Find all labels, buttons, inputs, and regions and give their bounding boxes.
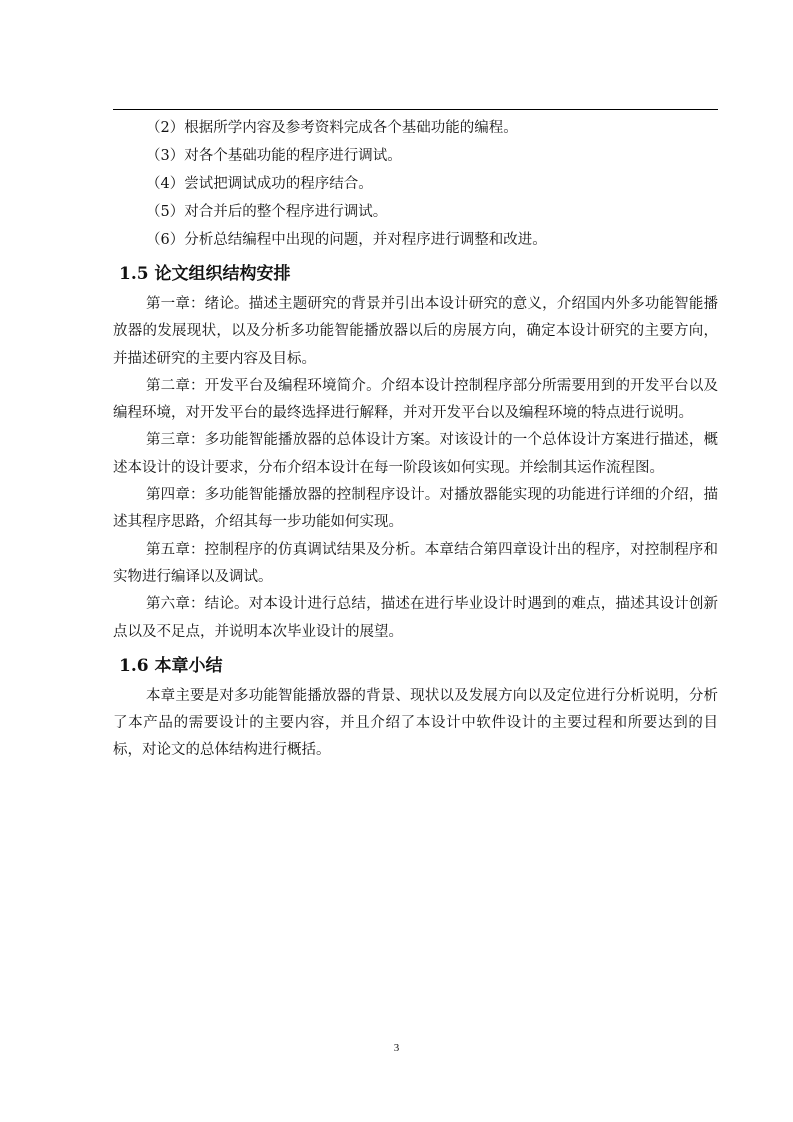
paragraph-chapter-2: 第二章：开发平台及编程环境简介。介绍本设计控制程序部分所需要用到的开发平台以及编程环境，对开发平台的最终选择进行解释，并对开发平台以及编程环境的特点进行说明。 [113, 377, 718, 422]
list-item: （2）根据所学内容及参考资料完成各个基础功能的编程。 [146, 120, 518, 136]
list-item: （3）对各个基础功能的程序进行调试。 [146, 148, 402, 164]
paragraph-chapter-6: 第六章：结论。对本设计进行总结，描述在进行毕业设计时遇到的难点，描述其设计创新点以及不足点，并说明本次毕业设计的展望。 [113, 596, 718, 640]
section-body-1-6 [113, 683, 718, 765]
list-item: （5）对合并后的整个程序进行调试。 [146, 204, 388, 220]
page-number: 3 [393, 1042, 400, 1054]
list-item: （6）分析总结编程中出现的问题，并对程序进行调整和改进。 [146, 232, 547, 248]
page-content [113, 114, 718, 765]
section-body-1-5 [113, 291, 718, 646]
header-rule [113, 109, 718, 110]
paragraph-chapter-5: 第五章：控制程序的仿真调试结果及分析。本章结合第四章设计出的程序，对控制程序和实物进行编译以及调试。 [113, 541, 718, 585]
paragraph-chapter-1: 第一章：绪论。描述主题研究的背景并引出本设计研究的意义，介绍国内外多功能智能播放器的发展现状，以及分析多功能智能播放器以后的房展方向，确定本设计研究的主要方向，并描述研究的主要内容及目标。 [113, 296, 718, 367]
list-item: （4）尝试把调试成功的程序结合。 [146, 176, 373, 192]
paragraph-chapter-4: 第四章：多功能智能播放器的控制程序设计。对播放器能实现的功能进行详细的介绍，描述其程序思路，介绍其每一步功能如何实现。 [113, 487, 718, 531]
section-heading-1-6: 1.6 本章小结 [119, 655, 223, 676]
paragraph-chapter-3: 第三章：多功能智能播放器的总体设计方案。对该设计的一个总体设计方案进行描述，概述本设计的设计要求，分布介绍本设计在每一阶段该如何实现。并绘制其运作流程图。 [113, 432, 718, 476]
step-list [113, 114, 718, 254]
paragraph-summary: 本章主要是对多功能智能播放器的背景、现状以及发展方向以及定位进行分析说明，分析了本产品的需要设计的主要内容，并且介绍了本设计中软件设计的主要过程和所要达到的目标，对论文的总体结构进行概括。 [113, 687, 718, 759]
section-heading-1-5: 1.5 论文组织结构安排 [119, 264, 291, 284]
